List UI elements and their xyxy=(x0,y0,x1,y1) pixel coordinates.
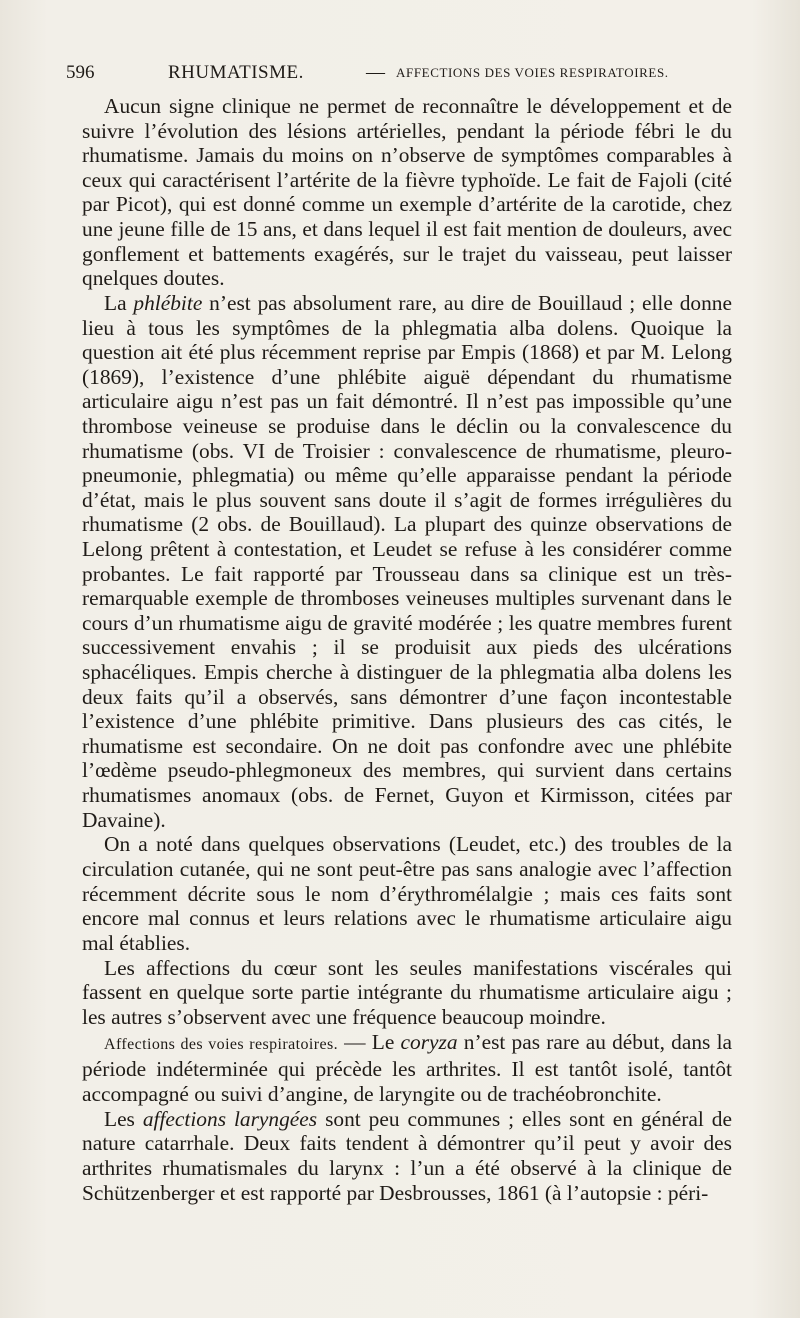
paragraph-phlebitis xyxy=(82,291,732,832)
paragraph-prefix: Les xyxy=(104,1106,143,1131)
paragraph-text: n’est pas rare au début, dans la période indéterminée qui précède les arthrites. Il est tantôt isolé, tantôt accompagné ou suivi d’angine, de laryngite ou de trachéobronchite. xyxy=(82,1029,733,1106)
paragraph-text: sont peu communes ; elles sont en général de nature catarrhale. Deux faits tendent à démontrer qu’il peut y avoir des arthrites rhumatismales du larynx : l’un a été observé à la clinique de Schützenberger et est rapporté par Desbrousses, 1861 (à l’autopsie : péri- xyxy=(82,1106,732,1205)
paragraph-text: Aucun signe clinique ne permet de reconnaître le développement et de suivre l’évolution des lésions artérielles, pendant la période fébri le du rhumatisme. Jamais du moins on n’observe de symptômes comparables à ceux qui caractérisent l’artérite de la fièvre typhoïde. Le fait de Fajoli (cité par Picot), qui est donné comme un exemple d’artérite de la carotide, chez une jeune fille de 15 ans, et dans lequel il est fait mention de douleurs, avec gonflement et battements exagérés, sur le trajet du vaisseau, peut laisser qnelques doutes. xyxy=(82,94,732,291)
header-dash: — xyxy=(366,62,385,83)
paragraph-text: n’est pas absolument rare, au dire de Bouillaud ; elle donne lieu à tous les symptômes de la phlegmatia alba dolens. Quoique la question ait été plus récemment reprise par Empis (1868) et par M. Lelong (1869), l’existence d’une phlébite aiguë dépendant du rhumatisme articulaire aigu n’est pas un fait démontré. Il n’est pas impossible qu’une thrombose veineuse se produise dans le déclin ou la convalescence du rhumatisme (obs. VI de Troisier : convalescence de rhumatisme, pleuro-pneumonie, phlegmatia) ou même qu’elle apparaisse pendant la période d’état, mais le plus souvent sans doute il s’agit de formes irrégulières du rhumatisme (2 obs. de Bouillaud). La plupart des quinze observations de Lelong prêtent à contestation, et Leudet se refuse à les considérer comme probantes. Le fait rapporté par Trousseau dans sa clinique est un très-remarquable exemple de thromboses veineuses multiples survenant dans le cours d’un rhumatisme aigu de gravité modérée ; les quatre membres furent successivement envahis ; il se produisit aux pieds des ulcérations sphacéliques. Empis cherche à distinguer de la phlegmatia alba dolens les deux faits qu’il a observés, sans démontrer d’une façon incontestable l’existence d’une phlébite primitive. Dans plusieurs des cas cités, le rhumatisme est secondaire. On ne doit pas confondre avec une phlébite l’œdème pseudo-phlegmoneux des membres, qui survient dans certains rhumatismes anomaux (obs. de Fernet, Guyon et Kirmisson, citées par Davaine). xyxy=(82,291,732,832)
paragraph-heart-affections xyxy=(82,956,732,1030)
paragraph-text: On a noté dans quelques observations (Leudet, etc.) des troubles de la circulation cutanée, qui ne sont peut-être pas sans analogie avec l’affection récemment décrite sous le nom d’érythromélalgie ; mais ces faits sont encore mal connus et leurs relations avec le rhumatisme articulaire aigu mal établies. xyxy=(82,832,732,955)
page-number: 596 xyxy=(66,62,95,83)
paragraph-arterial-lesions xyxy=(82,94,732,291)
italic-term: coryza xyxy=(400,1029,458,1054)
paragraph-respiratory-section xyxy=(82,1030,732,1107)
paragraph-cutaneous-circulation xyxy=(82,832,732,955)
paragraph-prefix: La xyxy=(104,291,134,316)
paragraph-text: Les affections du cœur sont les seules manifestations viscérales qui fassent en quelque sorte partie intégrante du rhumatisme articulaire aigu ; les autres s’observent avec une fréquence beaucoup moindre. xyxy=(82,955,732,1029)
section-heading: Affections des voies respiratoires. xyxy=(104,1035,338,1053)
heading-dash: — Le xyxy=(337,1029,401,1054)
italic-term: phlébite xyxy=(133,291,203,316)
running-subtitle: AFFECTIONS DES VOIES RESPIRATOIRES. xyxy=(396,65,669,80)
paragraph-laryngeal-affections xyxy=(82,1107,732,1205)
page-body xyxy=(82,94,732,1205)
running-header xyxy=(66,62,730,86)
running-title: RHUMATISME. xyxy=(168,62,304,83)
italic-term: affections laryngées xyxy=(142,1106,318,1131)
